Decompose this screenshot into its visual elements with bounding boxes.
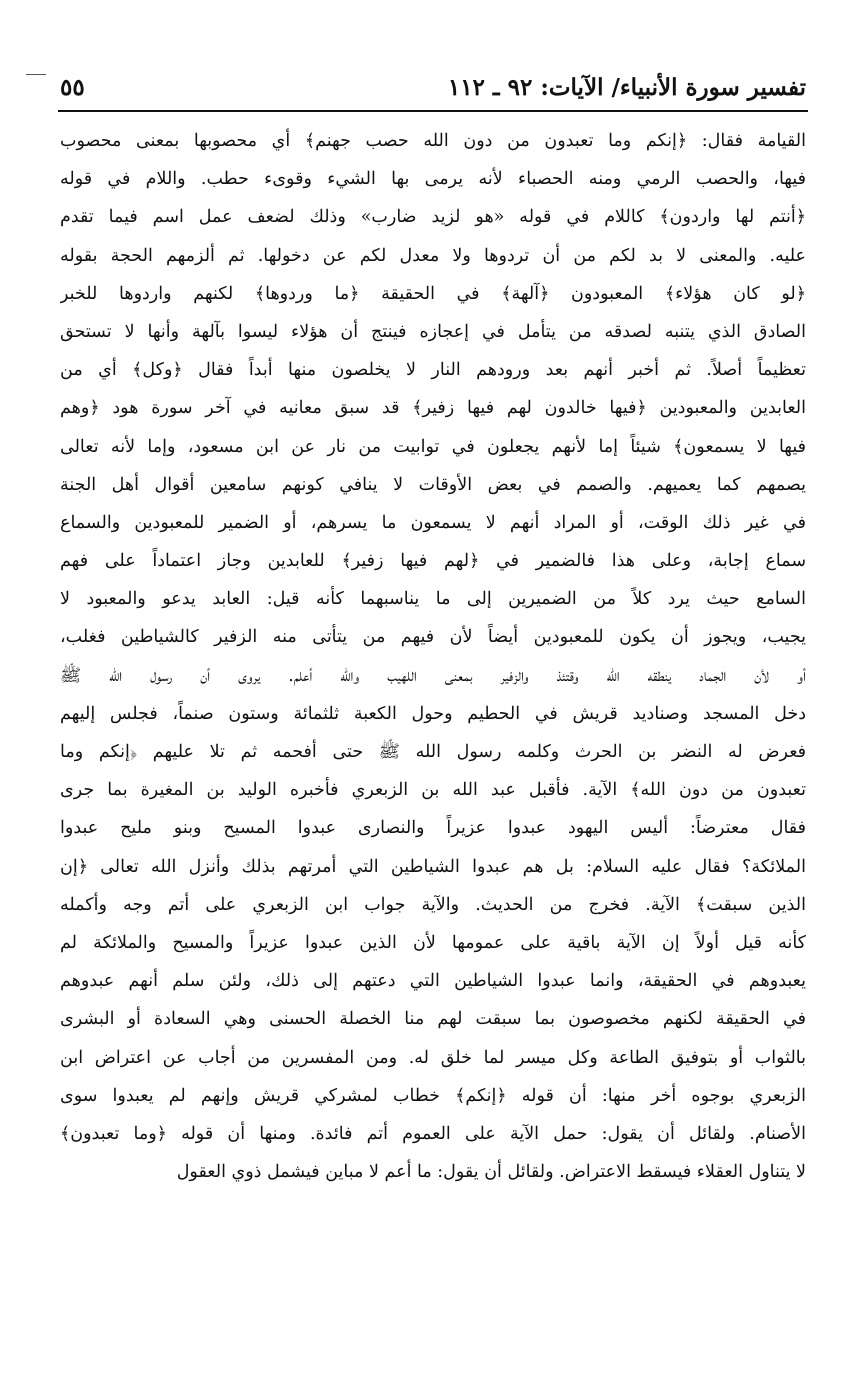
text-line: أو لأن الجماد ينطقه الله وقتئذ والزفير بمعنى اللهيب والله أعلم. يروى أن رسول الله ﷺ (60, 665, 806, 686)
text-line: ﴿لو كان هؤلاء﴾ المعبودون ﴿آلهة﴾ في الحقيقة ﴿ما وردوها﴾ لكنهم واردوها للخبر (60, 283, 806, 304)
text-line: تعبدون من دون الله﴾ الآية. فأقبل عبد الله بن الزبعري فأخبره الوليد بن المغيرة بما جرى (60, 780, 806, 801)
text-line: تعظيماً أصلاً. ثم أخبر أنهم بعد ورودهم النار لا يخلصون منها أبداً فقال ﴿وكل﴾ أي من (60, 360, 806, 381)
text-line: القيامة فقال: ﴿إنكم وما تعبدون من دون الله حصب جهنم﴾ أي محصوبها بمعنى محصوب (60, 131, 806, 151)
text-line: عليه. والمعنى لا بد لكم من أن تردوها ولا معدل لكم عن دخولها. ثم ألزمهم الحجة بقوله (60, 245, 806, 266)
text-line: في غير ذلك الوقت، أو المراد أنهم لا يسمعون ما يسرهم، أو الضمير للمعبودين والسماع (60, 512, 806, 533)
text-line: فعرض له النضر بن الحرث وكلمه رسول الله ﷺ حتى أفحمه ثم تلا عليهم ﴿إنكم وما (60, 742, 806, 762)
page-header (60, 74, 806, 110)
text-line: سماع إجابة، وعلى هذا فالضمير في ﴿لهم فيها زفير﴾ للعابدين وجاز اعتماداً على فهم (60, 551, 806, 572)
text-line: فيها، والحصب الرمي ومنه الحصباء لأنه يرمى بها الشيء وقوىء حطب. واللام في قوله (60, 169, 806, 190)
body-text (60, 122, 806, 1191)
text-line: الملائكة؟ فقال عليه السلام: بل هم عبدوا الشياطين التي أمرتهم بذلك وأنزل الله تعالى ﴿إن (60, 856, 806, 877)
text-line: الصادق الذي يتنبه لصدقه من يتأمل في إعجازه فينتج أن هؤلاء ليسوا بآلهة وأنها لا تستحق (60, 321, 806, 342)
text-line: الذين سبقت﴾ الآية. فخرج من الحديث. والآية جواب ابن الزبعري على أتم وجه وأكمله (60, 894, 806, 915)
text-line: كأنه قيل أولاً إن الآية باقية على عمومها لأن الذين عبدوا عزيراً والمسيح والملائكة لم (60, 932, 806, 953)
text-line: الزبعري بوجوه أخر منها: أن قوله ﴿إنكم﴾ خطاب لمشركي قريش وإنهم لم يعبدوا سوى (60, 1085, 806, 1106)
text-line: يجيب، ويجوز أن يكون للمعبودين أيضاً لأن فيهم من يتأتى منه الزفير كالشياطين فغلب، (60, 627, 806, 648)
text-line: ﴿أنتم لها واردون﴾ كاللام في قوله «هو لزيد ضارب» وذلك لضعف عمل اسم فيما تقدم (60, 207, 806, 228)
header-rule (58, 110, 808, 112)
text-line: العابدين والمعبودين ﴿فيها خالدون لهم فيها زفير﴾ قد سبق معانيه في آخر سورة هود ﴿وهم (60, 398, 806, 419)
text-line: في الحقيقة لكنهم مخصوصون بما سبقت لهم منا الخصلة الحسنى وهي السعادة أو البشرى (60, 1009, 806, 1030)
text-line: فقال معترضاً: أليس اليهود عبدوا عزيراً والنصارى عبدوا المسيح وبنو مليح عبدوا (60, 818, 806, 839)
text-line: يعبدوهم في الحقيقة، وانما عبدوا الشياطين التي دعتهم إلى ذلك، ولئن سلم أنهم عبدوهم (60, 971, 806, 992)
text-line: دخل المسجد وصناديد قريش في الحطيم وحول الكعبة ثلثمائة وستون صنماً، فجلس إليهم (60, 703, 806, 724)
corner-mark (26, 74, 46, 75)
text-line: بالثواب أو بتوفيق الطاعة وكل ميسر لما خلق له. ومن المفسرين من أجاب عن اعتراض ابن (60, 1047, 806, 1068)
text-line: السامع حيث يرد كلاً من الضميرين إلى ما يناسبهما كأنه قيل: العابد يدعو والمعبود لا (60, 589, 806, 610)
text-line: لا يتناول العقلاء فيسقط الاعتراض. ولقائل أن يقول: ما أعم لا مباين فيشمل ذوي العقول (176, 1162, 806, 1183)
text-line: فيها لا يسمعون﴾ شيئاً إما لأنهم يجعلون في توابيت من نار عن ابن مسعود، وإما لأنه تعالى (60, 436, 806, 457)
running-title: تفسير سورة الأنبياء/ الآيات: ٩٢ ـ ١١٢ (447, 74, 806, 101)
page-number: ٥٥ (60, 74, 85, 101)
text-line: الأصنام. ولقائل أن يقول: حمل الآية على العموم أتم فائدة. ومنها أن قوله ﴿وما تعبدون﴾ (60, 1123, 806, 1144)
text-line: يصمهم كما يعميهم. والصمم في بعض الأوقات لا ينافي كونهم سامعين أقوال أهل الجنة (60, 474, 806, 495)
